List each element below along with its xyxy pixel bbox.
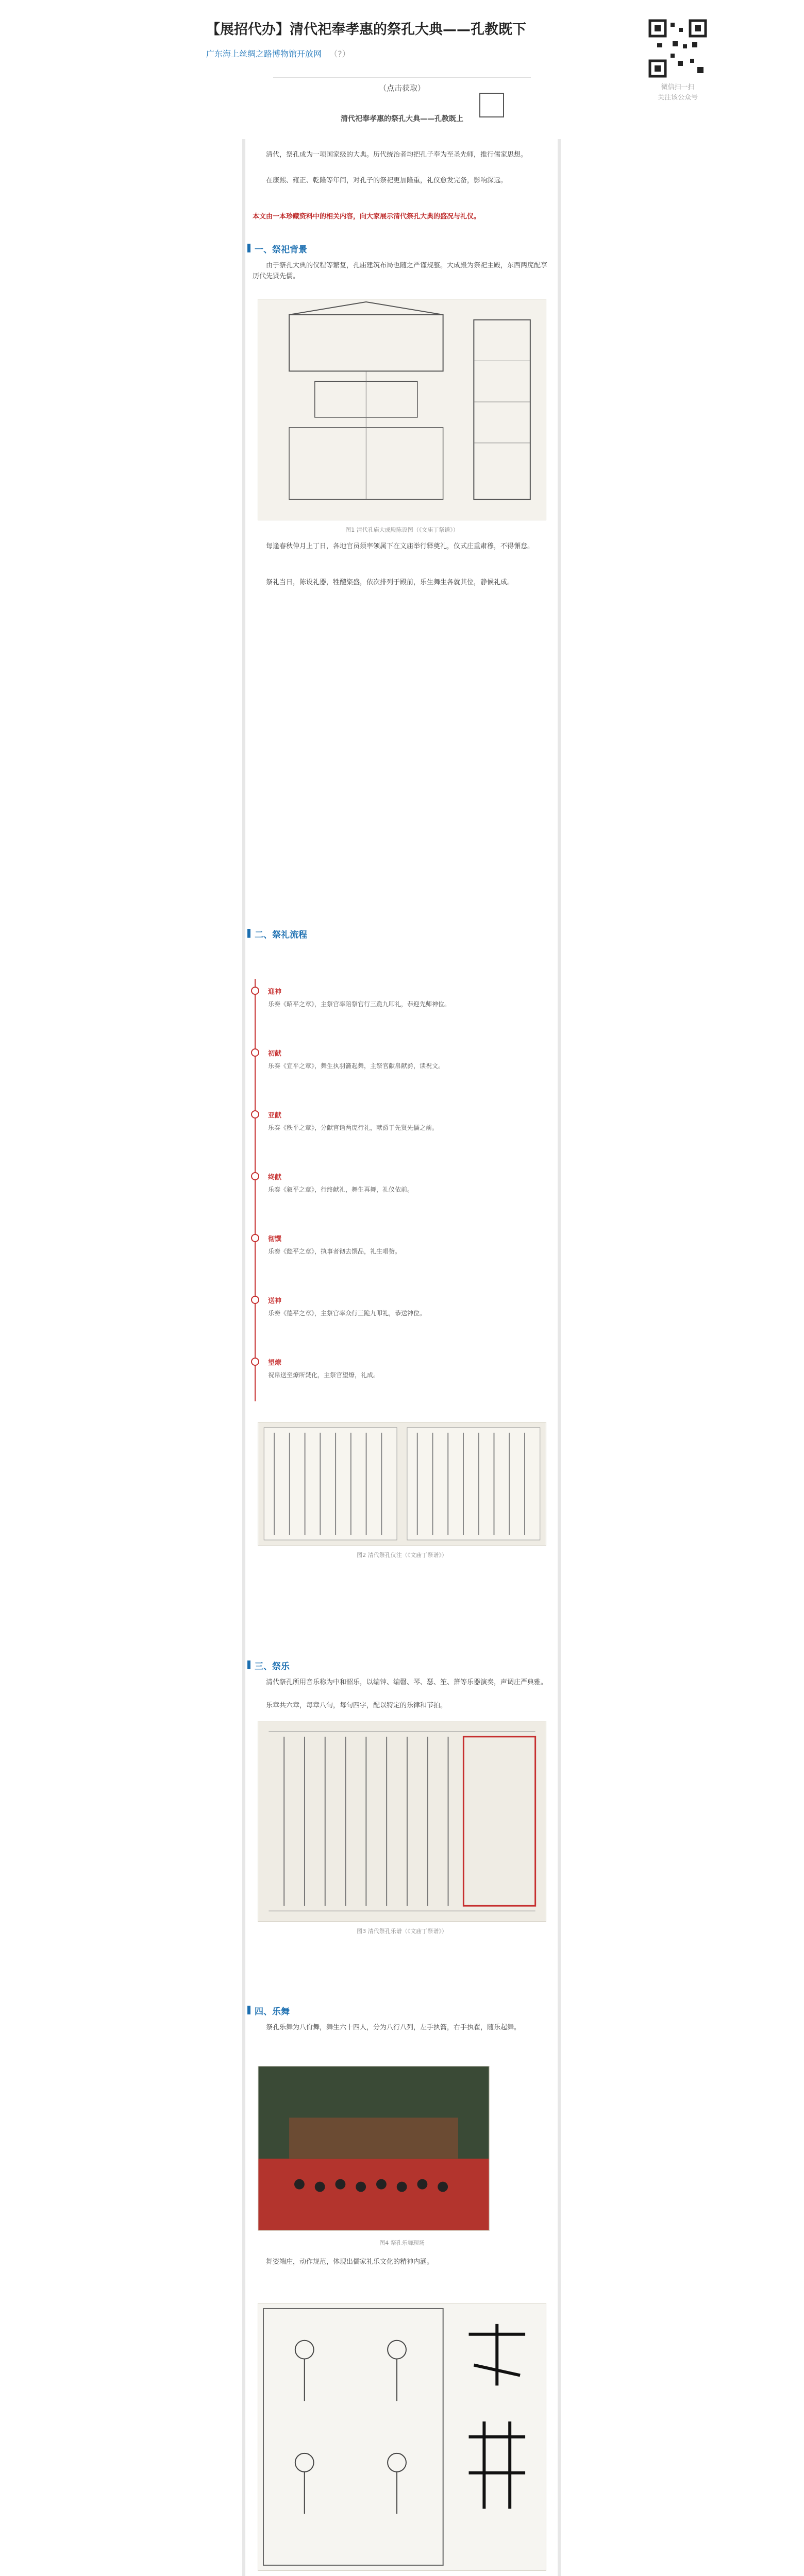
author-label: （?）	[329, 49, 350, 59]
timeline-title: 初献	[268, 1050, 282, 1058]
intro-red-note: 本文由一本珍藏资料中的相关内容，向大家展示清代祭孔大典的盛况与礼仪。	[253, 213, 481, 221]
image-caption-3: 图3 清代祭孔乐谱（《文庙丁祭谱》）	[357, 1928, 447, 1935]
qr-code-icon	[647, 18, 709, 79]
account-link[interactable]: 广东海上丝绸之路博物馆开放网	[206, 49, 322, 59]
image-caption-4: 图4 祭孔乐舞现场	[379, 2240, 425, 2246]
music-paragraph-2: 乐章共六章，每章八句，每句四字，配以特定的乐律和节拍。	[266, 1702, 447, 1709]
section-heading-music: 三、祭乐	[247, 1659, 290, 1672]
timeline-title: 终献	[268, 1174, 282, 1181]
image-caption-2: 图2 清代祭孔仪注（《文庙丁祭谱》）	[357, 1552, 447, 1558]
timeline-text: 乐奏《德平之章》，主祭官率众行三跪九叩礼，恭送神位。	[268, 1310, 426, 1317]
timeline-title: 彻馔	[268, 1235, 282, 1243]
banner-divider	[273, 77, 531, 78]
timeline-title: 望燎	[268, 1359, 282, 1367]
timeline-dot	[251, 987, 259, 995]
timeline-text: 乐奏《秩平之章》，分献官诣两庑行礼，献爵于先贤先儒之前。	[268, 1124, 439, 1131]
section-heading-dance: 四、乐舞	[247, 2004, 290, 2017]
background-paragraph-1: 由于祭孔大典的仪程等繁复，孔庙建筑布局也随之严谨规整。大成殿为祭祀主殿，东西两庑配享历代先贤先儒。	[253, 262, 548, 280]
qr-caption: 微信扫一扫 关注该公众号	[657, 83, 698, 101]
section-heading-background: 一、祭祀背景	[247, 242, 307, 255]
timeline-dot	[251, 1296, 259, 1304]
banner-caption: 清代祀奉孝惠的祭孔大典——孔教既上	[341, 115, 463, 123]
timeline-text: 乐奏《昭平之章》，主祭官率陪祭官行三跪九叩礼，恭迎先师神位。	[268, 1001, 451, 1008]
ceremony-photo	[258, 2066, 490, 2231]
article-meta	[206, 47, 350, 59]
background-paragraph-3: 祭礼当日，陈设礼器，牲醴粢盛，依次排列于殿前，乐生舞生各就其位，静候礼成。	[266, 579, 514, 586]
timeline-text: 祝帛送至燎所焚化，主祭官望燎，礼成。	[268, 1371, 380, 1379]
intro-paragraph-2: 在康熙、雍正、乾隆等年间，对孔子的祭祀更加隆重，礼仪愈发完备，影响深远。	[266, 177, 508, 184]
timeline-dot	[251, 1110, 259, 1118]
timeline-text: 乐奏《叙平之章》，行终献礼，舞生再舞，礼仪依前。	[268, 1186, 414, 1193]
timeline-dot	[251, 1172, 259, 1180]
timeline-text: 乐奏《懿平之章》，执事者彻去馔品，礼生唱赞。	[268, 1248, 401, 1255]
music-score-scan	[258, 1721, 546, 1922]
timeline-title: 迎神	[268, 988, 282, 996]
intro-paragraph-1: 清代，祭孔成为一项国家级的大典。历代统治者均把孔子奉为至圣先师，推行儒家思想。	[266, 151, 528, 159]
timeline-dot	[251, 1234, 259, 1242]
dance-paragraph-1: 祭孔乐舞为八佾舞，舞生六十四人，分为八行八列，左手执籥，右手执翟，随乐起舞。	[266, 2024, 521, 2031]
timeline-line	[255, 979, 256, 1401]
timeline-text: 乐奏《宣平之章》，舞生执羽籥起舞，主祭官献帛献爵，读祝文。	[268, 1062, 445, 1070]
dance-paragraph-2: 舞姿端庄，动作规范，体现出儒家礼乐文化的精神内涵。	[266, 2258, 434, 2266]
temple-layout-diagram	[258, 299, 546, 520]
timeline-title: 亚献	[268, 1112, 282, 1120]
timeline-title: 送神	[268, 1297, 282, 1305]
section-heading-procedure: 二、祭礼流程	[247, 927, 307, 940]
ritual-text-scan	[258, 1422, 546, 1546]
music-paragraph-1: 清代祭孔所用音乐称为中和韶乐，以编钟、编磬、琴、瑟、笙、箫等乐器演奏，声调庄严典雅。	[266, 1679, 548, 1686]
timeline-dot	[251, 1358, 259, 1366]
article-title: 【展招代办】清代祀奉孝惠的祭孔大典——孔教既下	[206, 22, 526, 38]
background-paragraph-2: 每逢春秋仲月上丁日，各地官员须率领属下在文庙举行释奠礼，仪式庄重肃穆，不得懈怠。	[266, 543, 534, 550]
image-caption-1: 图1 清代孔庙大成殿陈设图（《文庙丁祭谱》）	[345, 527, 459, 533]
timeline-dot	[251, 1048, 259, 1057]
banner-label[interactable]: （点击获取）	[378, 83, 425, 93]
dance-notation-scan	[258, 2303, 546, 2571]
